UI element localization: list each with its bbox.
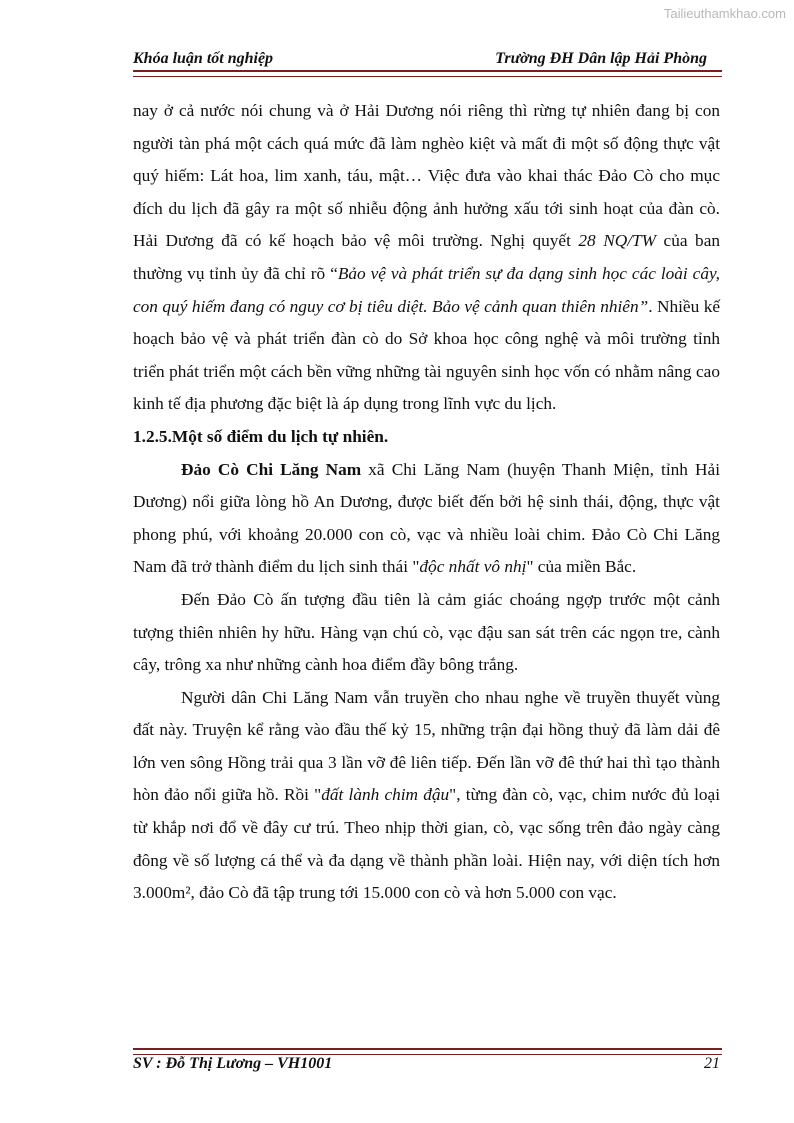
paragraph-3: Đến Đảo Cò ấn tượng đầu tiên là cảm giác choáng ngợp trước một cảnh tượng thiên nhiên hy hữu. Hàng vạn chú cò, vạc đậu san sát trên các ngọn tre, cành cây, trông xa như những cành hoa điểm đầy bông trắng.: [133, 589, 720, 675]
page-footer: [133, 1055, 720, 1073]
paragraph-2: Đảo Cò Chi Lăng Nam xã Chi Lăng Nam (huyện Thanh Miện, tỉnh Hải Dương) nổi giữa lòng hồ An Dương, được biết đến bởi hệ sinh thái, động, thực vật phong phú, với khoảng 20.000 con cò, vạc và nhiều loài chim. Đảo Cò Chi Lăng Nam đã trở thành điểm du lịch sinh thái "độc nhất vô nhị" của miền Bắc.: [133, 459, 720, 577]
header-thesis-title: Khóa luận tốt nghiệp: [133, 50, 274, 67]
page-body: [133, 95, 720, 910]
footer-rule: [133, 1048, 722, 1055]
header-university: Trường ĐH Dân lập Hải Phòng: [495, 50, 707, 67]
page-number: 21: [704, 1055, 720, 1072]
section-heading: 1.2.5.Một số điểm du lịch tự nhiên.: [133, 426, 389, 446]
paragraph-1: nay ở cả nước nói chung và ở Hải Dương nói riêng thì rừng tự nhiên đang bị con người tàn phá một cách quá mức đã làm nghèo kiệt và mất đi một số động thực vật quý hiếm: Lát hoa, lim xanh, táu, mật… Việc đưa vào khai thác Đảo Cò cho mục đích du lịch đã gây ra một số nhiễu động ảnh hưởng xấu tới sinh hoạt của đàn cò. Hải Dương đã có kế hoạch bảo vệ môi trường. Nghị quyết 28 NQ/TW của ban thường vụ tỉnh ủy đã chỉ rõ “Bảo vệ và phát triển sự đa dạng sinh học các loài cây, con quý hiếm đang có nguy cơ bị tiêu diệt. Bảo vệ cảnh quan thiên nhiên”. Nhiều kế hoạch bảo vệ và phát triển đàn cò do Sở khoa học công nghệ và môi trường tỉnh triển phát triển một cách bền vững những tài nguyên sinh học vốn có nhằm nâng cao kinh tế địa phương đặc biệt là áp dụng trong lĩnh vực du lịch.: [133, 101, 721, 414]
watermark: Tailieuthamkhao.com: [663, 6, 786, 21]
footer-student: SV : Đỗ Thị Lương – VH1001: [133, 1055, 333, 1072]
page-header: [133, 50, 707, 68]
paragraph-4: Người dân Chi Lăng Nam vẫn truyền cho nhau nghe về truyền thuyết vùng đất này. Truyện kể rằng vào đầu thế kỷ 15, những trận đại hồng thuỷ đã làm dải đê lớn ven sông Hồng trải qua 3 lần vỡ đê liên tiếp. Đến lần vỡ đê thứ hai thì tạo thành hòn đảo nổi giữa hồ. Rồi "đất lành chim đậu", từng đàn cò, vạc, chim nước đủ loại từ khắp nơi đổ về đây cư trú. Theo nhịp thời gian, cò, vạc sống trên đảo ngày càng đông về số lượng cá thể và đa dạng về thành phần loài. Hiện nay, với diện tích hơn 3.000m², đảo Cò đã tập trung tới 15.000 con cò và hơn 5.000 con vạc.: [133, 687, 721, 903]
header-rule: [133, 70, 722, 77]
